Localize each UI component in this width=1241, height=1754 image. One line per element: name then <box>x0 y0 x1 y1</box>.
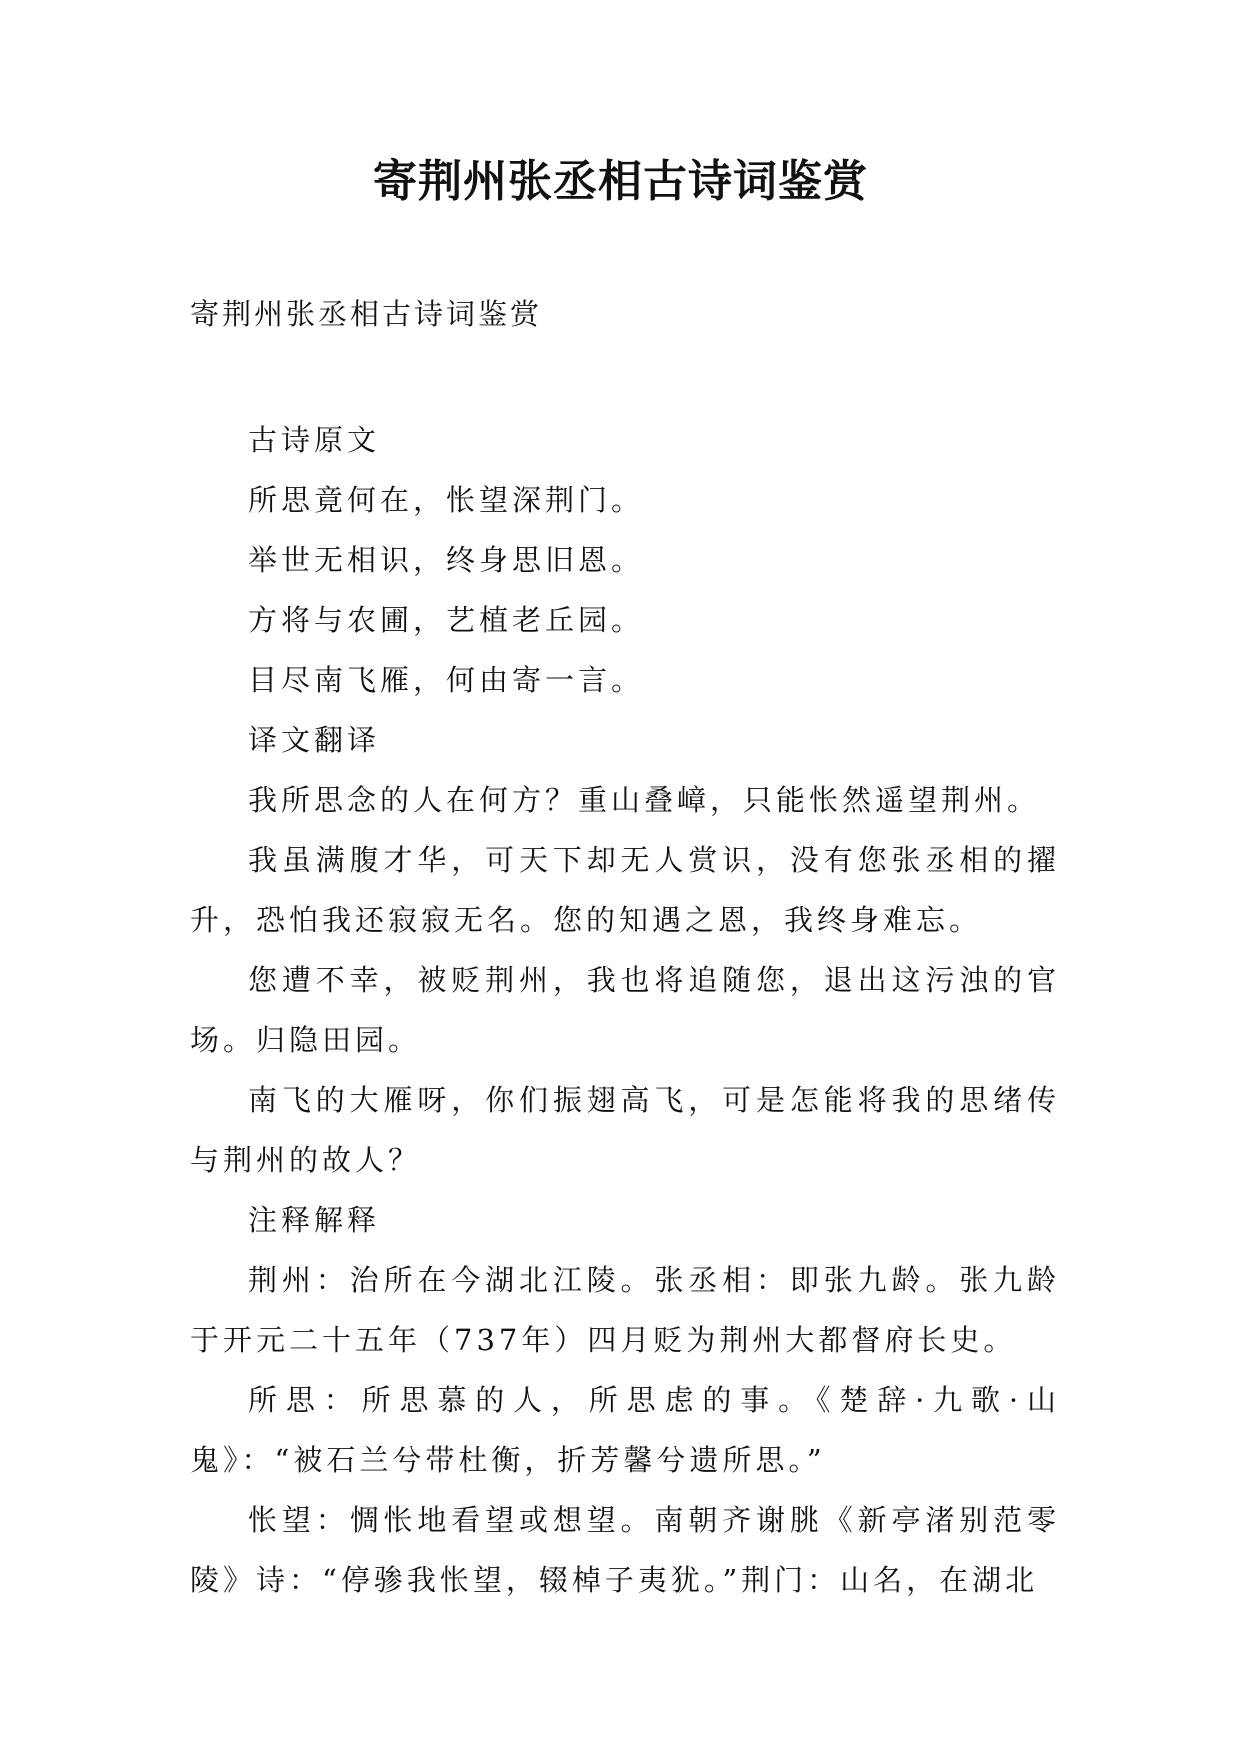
translation-paragraph: 我所思念的人在何方？重山叠嶂，只能怅然遥望荆州。 <box>248 783 1041 817</box>
translation-paragraph: 我虽满腹才华，可天下却无人赏识，没有您张丞相的擢升，恐怕我还寂寂无名。您的知遇之恩，我终身难忘。 <box>190 843 1060 937</box>
note-paragraph: 怅望：惆怅地看望或想望。南朝齐谢朓《新亭渚别范零陵》诗：“停骖我怅望，辍棹子夷犹。”荆门：山名，在湖北 <box>190 1503 1060 1597</box>
translation-paragraph: 南飞的大雁呀，你们振翅高飞，可是怎能将我的思绪传与荆州的故人？ <box>190 1083 1060 1177</box>
document-body <box>190 410 1060 1610</box>
poem-line: 所思竟何在，怅望深荆门。 <box>248 483 645 517</box>
poem-line: 目尽南飞雁，何由寄一言。 <box>248 663 645 697</box>
section-heading-notes: 注释解释 <box>248 1203 381 1237</box>
translation-paragraph: 您遭不幸，被贬荆州，我也将追随您，退出这污浊的官场。归隐田园。 <box>190 963 1060 1057</box>
note-paragraph: 所思：所思慕的人，所思虑的事。《楚辞·九歌·山鬼》：“被石兰兮带杜衡，折芳馨兮遗所思。” <box>190 1383 1060 1477</box>
note-paragraph: 荆州：治所在今湖北江陵。张丞相：即张九龄。张九龄于开元二十五年（737年）四月贬为荆州大都督府长史。 <box>190 1263 1060 1357</box>
poem-line: 方将与农圃，艺植老丘园。 <box>248 603 645 637</box>
section-heading-translation: 译文翻译 <box>248 723 381 757</box>
section-heading-poem: 古诗原文 <box>248 423 381 457</box>
page-title: 寄荆州张丞相古诗词鉴赏 <box>373 156 868 207</box>
poem-line: 举世无相识，终身思旧恩。 <box>248 543 645 577</box>
document-subtitle: 寄荆州张丞相古诗词鉴赏 <box>190 297 543 331</box>
